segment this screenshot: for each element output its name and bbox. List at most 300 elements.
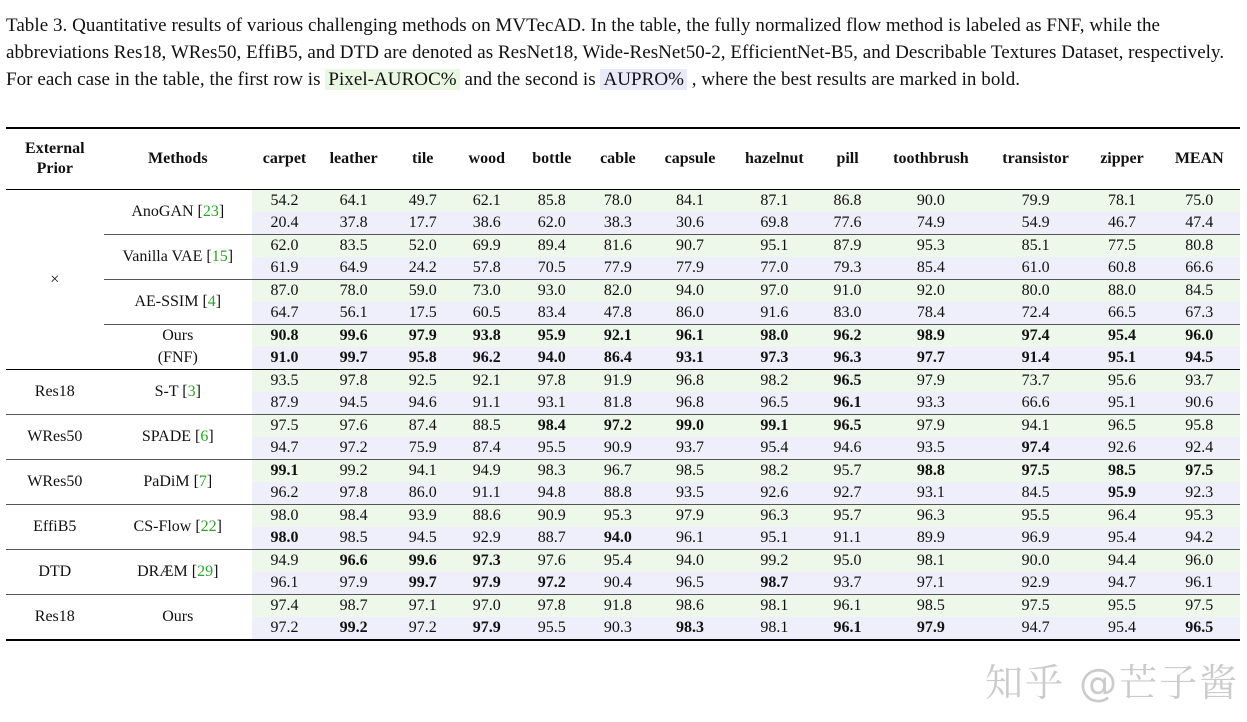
method-name: SPADE	[141, 428, 192, 445]
pixel-auroc-value: 88.6	[455, 505, 518, 528]
pixel-auroc-value: 95.4	[1085, 325, 1158, 348]
aupro-value: 93.5	[650, 482, 729, 505]
aupro-value: 87.9	[252, 392, 317, 415]
table-row	[6, 190, 1240, 213]
table-row	[6, 595, 1240, 618]
aupro-value: 97.9	[876, 617, 986, 640]
aupro-value: 60.5	[455, 302, 518, 325]
aupro-value: 94.6	[819, 437, 876, 460]
pixel-auroc-value: 52.0	[390, 235, 455, 258]
external-prior-cell: ×	[6, 190, 104, 370]
aupro-value: 72.4	[986, 302, 1086, 325]
aupro-value: 91.4	[986, 347, 1086, 370]
pixel-auroc-value: 97.4	[986, 325, 1086, 348]
aupro-value: 77.9	[650, 257, 729, 280]
pixel-auroc-value: 98.5	[650, 460, 729, 483]
pixel-auroc-value: 95.7	[819, 460, 876, 483]
method-cell	[104, 595, 252, 641]
pixel-auroc-value: 94.1	[390, 460, 455, 483]
external-prior-cell: WRes50	[6, 460, 104, 505]
pixel-auroc-value: 78.1	[1085, 190, 1158, 213]
aupro-value: 56.1	[317, 302, 390, 325]
table-row	[6, 415, 1240, 438]
aupro-value: 75.9	[390, 437, 455, 460]
pixel-auroc-value: 99.2	[317, 460, 390, 483]
pixel-auroc-value: 97.9	[876, 415, 986, 438]
aupro-value: 97.4	[986, 437, 1086, 460]
pixel-auroc-value: 88.0	[1085, 280, 1158, 303]
aupro-value: 47.4	[1159, 212, 1240, 235]
aupro-value: 96.9	[986, 527, 1086, 550]
aupro-value: 92.3	[1159, 482, 1240, 505]
pixel-auroc-value: 96.3	[730, 505, 819, 528]
aupro-value: 99.7	[317, 347, 390, 370]
aupro-value: 93.5	[876, 437, 986, 460]
aupro-value: 94.7	[252, 437, 317, 460]
pixel-auroc-value: 96.6	[317, 550, 390, 573]
pixel-auroc-value: 97.3	[455, 550, 518, 573]
aupro-value: 96.8	[650, 392, 729, 415]
pixel-auroc-value: 98.0	[252, 505, 317, 528]
pixel-auroc-value: 94.9	[252, 550, 317, 573]
pixel-auroc-value: 80.0	[986, 280, 1086, 303]
column-header: Methods	[104, 128, 252, 190]
aupro-value: 57.8	[455, 257, 518, 280]
method-subname: (FNF)	[157, 349, 198, 366]
pixel-auroc-value: 98.0	[730, 325, 819, 348]
pixel-auroc-value: 97.5	[986, 460, 1086, 483]
pixel-auroc-value: 93.5	[252, 370, 317, 393]
pixel-auroc-value: 86.8	[819, 190, 876, 213]
pixel-auroc-value: 97.8	[518, 370, 585, 393]
aupro-value: 38.6	[455, 212, 518, 235]
column-header: hazelnut	[730, 128, 819, 190]
table-row	[6, 325, 1240, 348]
results-table	[6, 127, 1240, 641]
column-header: toothbrush	[876, 128, 986, 190]
pixel-auroc-value: 95.6	[1085, 370, 1158, 393]
aupro-value: 96.1	[819, 617, 876, 640]
aupro-value: 95.4	[1085, 527, 1158, 550]
metric-pixel-auroc-label: Pixel-AUROC%	[325, 69, 459, 90]
aupro-value: 47.8	[585, 302, 650, 325]
table-caption	[6, 12, 1242, 93]
pixel-auroc-value: 98.7	[317, 595, 390, 618]
pixel-auroc-value: 90.0	[986, 550, 1086, 573]
aupro-value: 46.7	[1085, 212, 1158, 235]
pixel-auroc-value: 78.0	[585, 190, 650, 213]
pixel-auroc-value: 97.9	[876, 370, 986, 393]
pixel-auroc-value: 85.1	[986, 235, 1086, 258]
aupro-value: 30.6	[650, 212, 729, 235]
aupro-value: 93.1	[650, 347, 729, 370]
aupro-value: 93.1	[518, 392, 585, 415]
pixel-auroc-value: 73.7	[986, 370, 1086, 393]
pixel-auroc-value: 90.8	[252, 325, 317, 348]
pixel-auroc-value: 97.0	[455, 595, 518, 618]
pixel-auroc-value: 94.9	[455, 460, 518, 483]
table-row	[6, 505, 1240, 528]
aupro-value: 67.3	[1159, 302, 1240, 325]
pixel-auroc-value: 98.2	[730, 370, 819, 393]
method-cell: DRÆM [29]	[104, 550, 252, 595]
aupro-value: 97.1	[876, 572, 986, 595]
aupro-value: 94.8	[518, 482, 585, 505]
pixel-auroc-value: 83.5	[317, 235, 390, 258]
pixel-auroc-value: 91.9	[585, 370, 650, 393]
column-header: leather	[317, 128, 390, 190]
method-cell: S-T [3]	[104, 370, 252, 415]
pixel-auroc-value: 94.0	[650, 280, 729, 303]
aupro-value: 94.2	[1159, 527, 1240, 550]
column-header: pill	[819, 128, 876, 190]
pixel-auroc-value: 98.2	[730, 460, 819, 483]
aupro-value: 62.0	[518, 212, 585, 235]
aupro-value: 92.6	[1085, 437, 1158, 460]
pixel-auroc-value: 92.1	[585, 325, 650, 348]
pixel-auroc-value: 87.9	[819, 235, 876, 258]
pixel-auroc-value: 96.0	[1159, 550, 1240, 573]
aupro-value: 99.2	[317, 617, 390, 640]
aupro-value: 98.3	[650, 617, 729, 640]
caption-text-2: and the second is	[459, 69, 601, 90]
method-cell: AnoGAN [23]	[104, 190, 252, 235]
pixel-auroc-value: 91.8	[585, 595, 650, 618]
column-header: wood	[455, 128, 518, 190]
aupro-value: 77.6	[819, 212, 876, 235]
pixel-auroc-value: 97.5	[1159, 595, 1240, 618]
aupro-value: 70.5	[518, 257, 585, 280]
table-header-row	[6, 128, 1240, 190]
pixel-auroc-value: 96.5	[819, 370, 876, 393]
pixel-auroc-value: 90.9	[518, 505, 585, 528]
pixel-auroc-value: 98.4	[518, 415, 585, 438]
citation-link[interactable]: 22	[200, 518, 217, 535]
pixel-auroc-value: 96.1	[819, 595, 876, 618]
aupro-value: 94.0	[518, 347, 585, 370]
aupro-value: 66.6	[986, 392, 1086, 415]
pixel-auroc-value: 98.5	[1085, 460, 1158, 483]
caption-text-1: Table 3. Quantitative results of various challenging methods on MVTecAD. In the table, the fully normalized flow method is labeled as FNF, while the abbreviations Res18, WRes50, EffiB5, and DTD are denoted as ResNet18, Wide-ResNet50-2, EfficientNet-B5, and Describable Textures Dataset, respectively. For each case in the table, the first row is	[6, 15, 1225, 90]
aupro-value: 97.2	[252, 617, 317, 640]
aupro-value: 88.7	[518, 527, 585, 550]
pixel-auroc-value: 97.4	[252, 595, 317, 618]
aupro-value: 96.1	[819, 392, 876, 415]
aupro-value: 17.5	[390, 302, 455, 325]
table-row	[6, 235, 1240, 258]
aupro-value: 98.5	[317, 527, 390, 550]
pixel-auroc-value: 96.4	[1085, 505, 1158, 528]
method-cell: PaDiM [7]	[104, 460, 252, 505]
citation-link[interactable]: 4	[207, 293, 216, 310]
pixel-auroc-value: 95.4	[585, 550, 650, 573]
column-header: tile	[390, 128, 455, 190]
pixel-auroc-value: 96.5	[819, 415, 876, 438]
pixel-auroc-value: 99.1	[730, 415, 819, 438]
aupro-value: 91.0	[252, 347, 317, 370]
aupro-value: 97.9	[455, 617, 518, 640]
pixel-auroc-value: 97.1	[390, 595, 455, 618]
aupro-value: 98.7	[730, 572, 819, 595]
method-name: Ours	[162, 608, 194, 625]
aupro-value: 94.6	[390, 392, 455, 415]
pixel-auroc-value: 95.0	[819, 550, 876, 573]
aupro-value: 78.4	[876, 302, 986, 325]
column-header: transistor	[986, 128, 1086, 190]
pixel-auroc-value: 93.7	[1159, 370, 1240, 393]
aupro-value: 94.0	[585, 527, 650, 550]
pixel-auroc-value: 75.0	[1159, 190, 1240, 213]
column-header: MEAN	[1159, 128, 1240, 190]
method-name: CS-Flow	[133, 518, 192, 535]
aupro-value: 91.1	[819, 527, 876, 550]
aupro-value: 92.4	[1159, 437, 1240, 460]
pixel-auroc-value: 98.9	[876, 325, 986, 348]
method-name: AnoGAN	[131, 203, 194, 220]
aupro-value: 64.9	[317, 257, 390, 280]
caption-text-3: , where the best results are marked in bold.	[686, 69, 1021, 90]
aupro-value: 96.2	[252, 482, 317, 505]
aupro-value: 96.5	[730, 392, 819, 415]
aupro-value: 90.3	[585, 617, 650, 640]
pixel-auroc-value: 97.0	[730, 280, 819, 303]
pixel-auroc-value: 64.1	[317, 190, 390, 213]
column-header: capsule	[650, 128, 729, 190]
pixel-auroc-value: 91.0	[819, 280, 876, 303]
method-name: S-T	[154, 383, 179, 400]
method-name: Vanilla VAE	[122, 248, 203, 265]
pixel-auroc-value: 99.1	[252, 460, 317, 483]
aupro-value: 96.5	[1159, 617, 1240, 640]
aupro-value: 97.2	[317, 437, 390, 460]
table-row	[6, 280, 1240, 303]
pixel-auroc-value: 84.1	[650, 190, 729, 213]
aupro-value: 95.5	[518, 437, 585, 460]
pixel-auroc-value: 98.6	[650, 595, 729, 618]
pixel-auroc-value: 82.0	[585, 280, 650, 303]
aupro-value: 84.5	[986, 482, 1086, 505]
aupro-value: 92.9	[455, 527, 518, 550]
external-prior-cell: WRes50	[6, 415, 104, 460]
pixel-auroc-value: 87.1	[730, 190, 819, 213]
table-row	[6, 460, 1240, 483]
aupro-value: 99.7	[390, 572, 455, 595]
pixel-auroc-value: 95.9	[518, 325, 585, 348]
pixel-auroc-value: 97.2	[585, 415, 650, 438]
method-cell: AE-SSIM [4]	[104, 280, 252, 325]
pixel-auroc-value: 62.0	[252, 235, 317, 258]
column-header: zipper	[1085, 128, 1158, 190]
table-row	[6, 550, 1240, 573]
aupro-value: 97.9	[317, 572, 390, 595]
pixel-auroc-value: 98.1	[730, 595, 819, 618]
aupro-value: 95.4	[1085, 617, 1158, 640]
external-prior-cell: Res18	[6, 370, 104, 415]
method-cell: CS-Flow [22]	[104, 505, 252, 550]
aupro-value: 97.9	[455, 572, 518, 595]
pixel-auroc-value: 95.3	[876, 235, 986, 258]
aupro-value: 94.5	[390, 527, 455, 550]
pixel-auroc-value: 96.3	[876, 505, 986, 528]
aupro-value: 95.8	[390, 347, 455, 370]
pixel-auroc-value: 87.0	[252, 280, 317, 303]
citation-link[interactable]: 23	[202, 203, 219, 220]
pixel-auroc-value: 97.5	[252, 415, 317, 438]
aupro-value: 96.5	[650, 572, 729, 595]
table-row	[6, 370, 1240, 393]
pixel-auroc-value: 73.0	[455, 280, 518, 303]
pixel-auroc-value: 98.1	[876, 550, 986, 573]
aupro-value: 92.6	[730, 482, 819, 505]
pixel-auroc-value: 97.5	[1159, 460, 1240, 483]
pixel-auroc-value: 97.8	[518, 595, 585, 618]
aupro-value: 95.1	[1085, 347, 1158, 370]
aupro-value: 95.1	[730, 527, 819, 550]
aupro-value: 98.1	[730, 617, 819, 640]
pixel-auroc-value: 99.2	[730, 550, 819, 573]
aupro-value: 96.2	[455, 347, 518, 370]
aupro-value: 94.5	[1159, 347, 1240, 370]
aupro-value: 91.1	[455, 392, 518, 415]
aupro-value: 38.3	[585, 212, 650, 235]
pixel-auroc-value: 95.3	[1159, 505, 1240, 528]
pixel-auroc-value: 62.1	[455, 190, 518, 213]
pixel-auroc-value: 54.2	[252, 190, 317, 213]
aupro-value: 24.2	[390, 257, 455, 280]
pixel-auroc-value: 92.5	[390, 370, 455, 393]
aupro-value: 20.4	[252, 212, 317, 235]
pixel-auroc-value: 97.6	[518, 550, 585, 573]
aupro-value: 83.0	[819, 302, 876, 325]
pixel-auroc-value: 95.5	[986, 505, 1086, 528]
pixel-auroc-value: 80.8	[1159, 235, 1240, 258]
pixel-auroc-value: 78.0	[317, 280, 390, 303]
pixel-auroc-value: 96.0	[1159, 325, 1240, 348]
pixel-auroc-value: 77.5	[1085, 235, 1158, 258]
pixel-auroc-value: 99.0	[650, 415, 729, 438]
pixel-auroc-value: 99.6	[390, 550, 455, 573]
citation-link[interactable]: 7	[198, 473, 207, 490]
pixel-auroc-value: 99.6	[317, 325, 390, 348]
metric-aupro-label: AUPRO%	[600, 69, 687, 90]
aupro-value: 95.4	[730, 437, 819, 460]
pixel-auroc-value: 98.5	[876, 595, 986, 618]
method-cell: SPADE [6]	[104, 415, 252, 460]
aupro-value: 17.7	[390, 212, 455, 235]
aupro-value: 69.8	[730, 212, 819, 235]
aupro-value: 87.4	[455, 437, 518, 460]
pixel-auroc-value: 94.0	[650, 550, 729, 573]
table-body	[6, 190, 1240, 641]
column-header: cable	[585, 128, 650, 190]
pixel-auroc-value: 98.4	[317, 505, 390, 528]
aupro-value: 86.4	[585, 347, 650, 370]
pixel-auroc-value: 90.7	[650, 235, 729, 258]
pixel-auroc-value: 59.0	[390, 280, 455, 303]
pixel-auroc-value: 97.6	[317, 415, 390, 438]
method-cell: Vanilla VAE [15]	[104, 235, 252, 280]
aupro-value: 97.7	[876, 347, 986, 370]
external-prior-cell: EffiB5	[6, 505, 104, 550]
aupro-value: 93.7	[650, 437, 729, 460]
pixel-auroc-value: 85.8	[518, 190, 585, 213]
pixel-auroc-value: 94.4	[1085, 550, 1158, 573]
citation-link[interactable]: 6	[200, 428, 209, 445]
aupro-value: 93.3	[876, 392, 986, 415]
pixel-auroc-value: 95.5	[1085, 595, 1158, 618]
aupro-value: 97.3	[730, 347, 819, 370]
external-prior-cell: DTD	[6, 550, 104, 595]
citation-link[interactable]: 15	[211, 248, 228, 265]
aupro-value: 97.8	[317, 482, 390, 505]
pixel-auroc-value: 96.1	[650, 325, 729, 348]
aupro-value: 61.9	[252, 257, 317, 280]
pixel-auroc-value: 84.5	[1159, 280, 1240, 303]
aupro-value: 93.1	[876, 482, 986, 505]
aupro-value: 81.8	[585, 392, 650, 415]
pixel-auroc-value: 95.3	[585, 505, 650, 528]
method-cell	[104, 325, 252, 370]
pixel-auroc-value: 96.8	[650, 370, 729, 393]
citation-link[interactable]: 3	[187, 383, 196, 400]
aupro-value: 91.6	[730, 302, 819, 325]
aupro-value: 54.9	[986, 212, 1086, 235]
pixel-auroc-value: 94.1	[986, 415, 1086, 438]
aupro-value: 90.4	[585, 572, 650, 595]
external-prior-cell: Res18	[6, 595, 104, 641]
aupro-value: 85.4	[876, 257, 986, 280]
pixel-auroc-value: 92.1	[455, 370, 518, 393]
pixel-auroc-value: 92.0	[876, 280, 986, 303]
aupro-value: 97.2	[390, 617, 455, 640]
aupro-value: 77.0	[730, 257, 819, 280]
aupro-value: 37.8	[317, 212, 390, 235]
aupro-value: 97.2	[518, 572, 585, 595]
aupro-value: 66.6	[1159, 257, 1240, 280]
aupro-value: 90.6	[1159, 392, 1240, 415]
pixel-auroc-value: 88.5	[455, 415, 518, 438]
pixel-auroc-value: 89.4	[518, 235, 585, 258]
pixel-auroc-value: 93.8	[455, 325, 518, 348]
aupro-value: 64.7	[252, 302, 317, 325]
method-name: Ours	[162, 327, 194, 344]
aupro-value: 89.9	[876, 527, 986, 550]
pixel-auroc-value: 95.7	[819, 505, 876, 528]
aupro-value: 94.7	[986, 617, 1086, 640]
method-name: DRÆM	[137, 563, 188, 580]
aupro-value: 92.7	[819, 482, 876, 505]
aupro-value: 88.8	[585, 482, 650, 505]
pixel-auroc-value: 97.9	[390, 325, 455, 348]
pixel-auroc-value: 96.2	[819, 325, 876, 348]
aupro-value: 86.0	[650, 302, 729, 325]
citation-link[interactable]: 29	[197, 563, 214, 580]
aupro-value: 95.9	[1085, 482, 1158, 505]
aupro-value: 74.9	[876, 212, 986, 235]
pixel-auroc-value: 81.6	[585, 235, 650, 258]
pixel-auroc-value: 97.8	[317, 370, 390, 393]
aupro-value: 91.1	[455, 482, 518, 505]
pixel-auroc-value: 69.9	[455, 235, 518, 258]
pixel-auroc-value: 93.0	[518, 280, 585, 303]
column-header: External Prior	[6, 128, 104, 190]
aupro-value: 79.3	[819, 257, 876, 280]
aupro-value: 93.7	[819, 572, 876, 595]
aupro-value: 95.1	[1085, 392, 1158, 415]
aupro-value: 94.5	[317, 392, 390, 415]
aupro-value: 96.1	[252, 572, 317, 595]
pixel-auroc-value: 96.5	[1085, 415, 1158, 438]
